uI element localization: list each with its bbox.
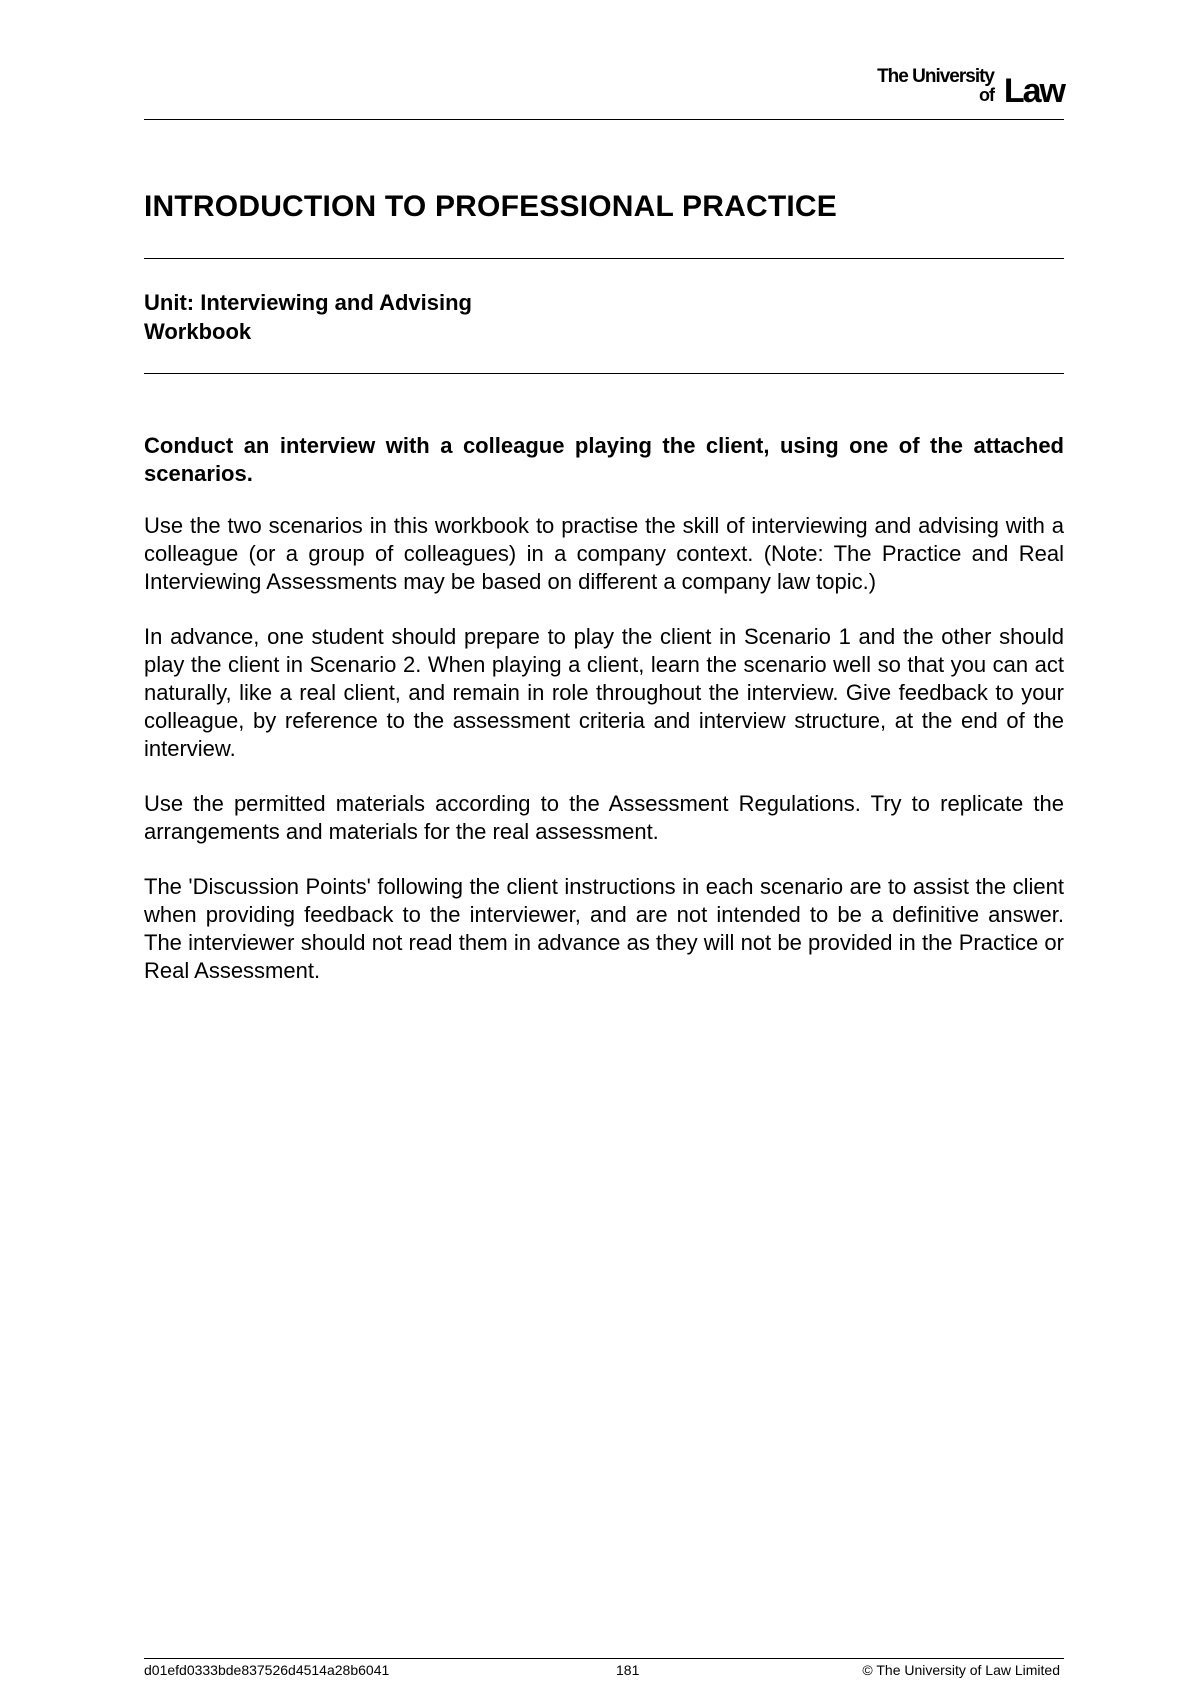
title-divider: [144, 258, 1064, 259]
header-divider: [144, 119, 1064, 120]
workbook-subtitle: Workbook: [144, 319, 252, 344]
logo-line-1: The University: [877, 66, 994, 87]
document-id: d01efd0333bde837526d4514a28b6041: [144, 1662, 390, 1678]
logo-line-2: of: [979, 85, 994, 105]
logo-brand: Law: [1003, 72, 1064, 110]
unit-divider: [144, 373, 1064, 374]
body-content: [144, 432, 1064, 1012]
page-title: INTRODUCTION TO PROFESSIONAL PRACTICE: [144, 190, 837, 223]
unit-block: [144, 288, 472, 346]
page-number: 181: [616, 1662, 640, 1678]
footer-divider: [144, 1658, 1064, 1659]
university-logo: [834, 66, 1064, 108]
paragraph: Use the permitted materials according to the Assessment Regulations. Try to replicate the arrangements and materials for the real assessment.: [144, 791, 1064, 844]
paragraph: The 'Discussion Points' following the client instructions in each scenario are to assist the client when providing feedback to the interviewer, and are not intended to be a definitive answer. The interviewer should not read them in advance as they will not be provided in the Practice or Real Assessment.: [144, 874, 1064, 983]
paragraph: In advance, one student should prepare to play the client in Scenario 1 and the other should play the client in Scenario 2. When playing a client, learn the scenario well so that you can act naturally, like a real client, and remain in role throughout the interview. Give feedback to your colleague, by reference to the assessment criteria and interview structure, at the end of the interview.: [144, 624, 1064, 761]
page-footer: [144, 1662, 1064, 1682]
paragraph: Use the two scenarios in this workbook to practise the skill of interviewing and advising with a colleague (or a group of colleagues) in a company context. (Note: The Practice and Real Interviewing Assessments may be based on different a company law topic.): [144, 513, 1064, 594]
lead-instruction: Conduct an interview with a colleague playing the client, using one of the attached scenarios.: [144, 433, 1064, 486]
copyright-notice: © The University of Law Limited: [862, 1662, 1060, 1678]
unit-line: Unit: Interviewing and Advising: [144, 290, 472, 315]
